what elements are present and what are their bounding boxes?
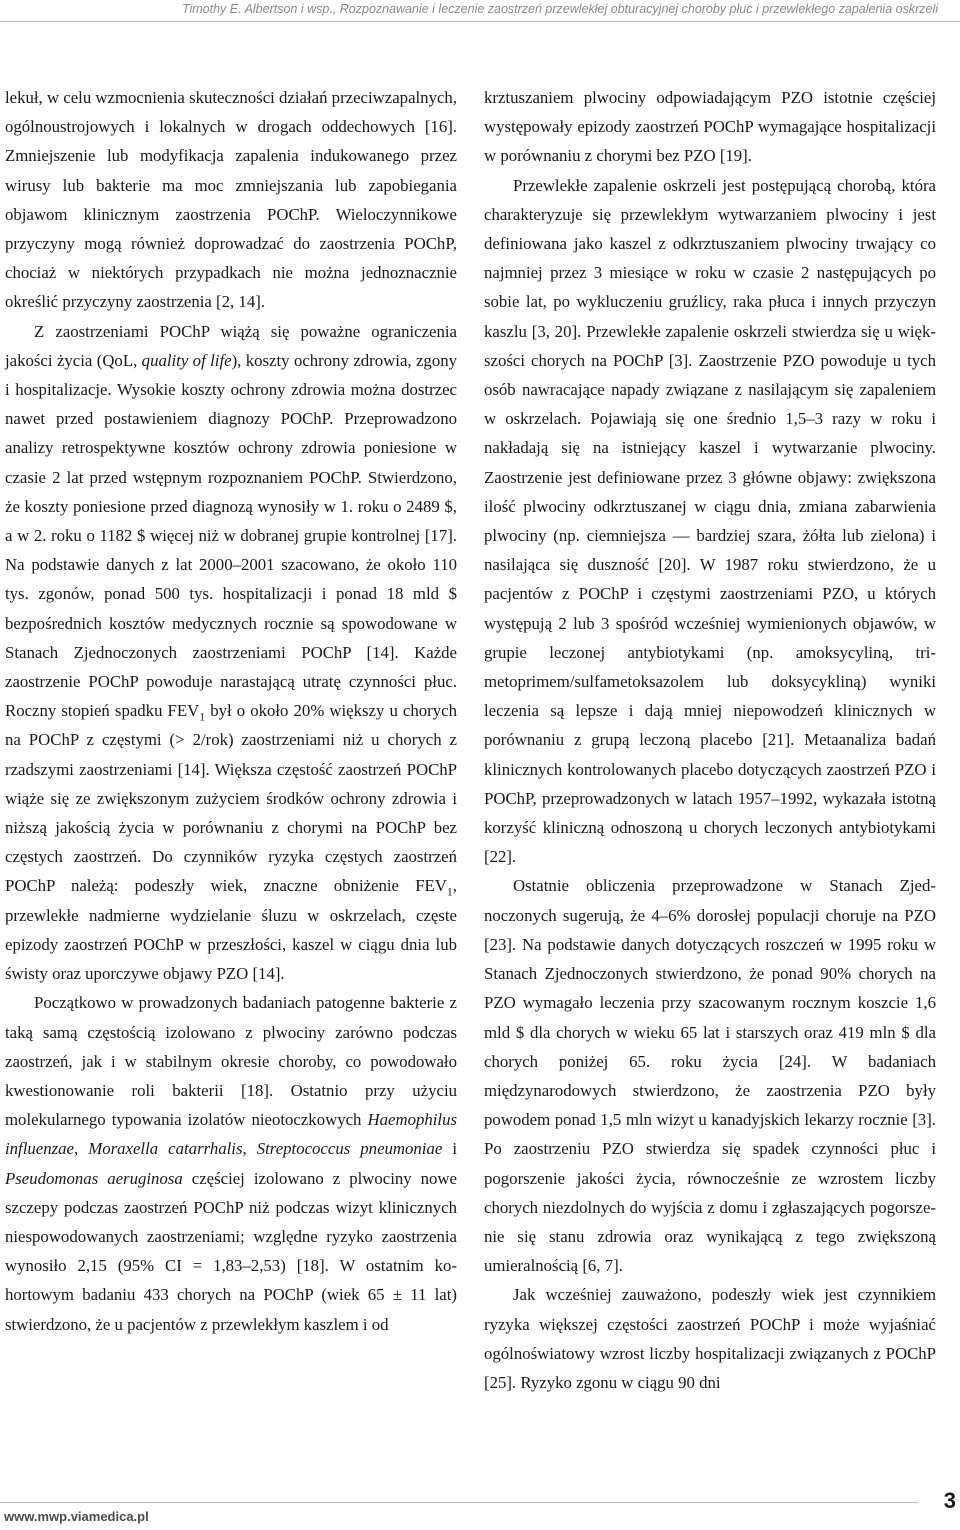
text-run: Początkowo w prowadzonych badaniach patogenne bakterie z taką samą częstością izolowano z plwociny zarówno podczas zaostrzeń, jak i w stabilnym okresie choroby, co powodowało kwestionowanie roli bakterii [18]. Ostatnio przy użyciu molekularnego typowania izolatów nieotoczkowych (5, 993, 457, 1130)
text-run: i (442, 1139, 458, 1159)
species-name: Moraxella catarrhalis (88, 1139, 243, 1159)
text-run: , (73, 1139, 89, 1159)
species-name: Streptococcus pneumoniae (256, 1139, 443, 1159)
text-run: , przewlekłe nadmierne wydzielanie śluzu w oskrzelach, częste epizody zaostrzeń POChP w przeszłości, kaszel w ciągu dnia lub świsty oraz uporczywe objawy PZO [14]. (5, 876, 457, 984)
fev-subscript: 1 (446, 885, 453, 899)
running-head-title: Rozpoznawanie i leczenie zaostrzeń przewlekłej obturacyjnej choroby płuc i przewlekłego zapalenia oskrzeli (339, 2, 938, 16)
text-run: częściej izolowano z plwociny nowe szczepy podczas zaostrzeń POChP niż podczas wizyt klinicznych niespowodowanych zaostrzeniami; względne ryzyko zaostrzenia wynosiło 2,15 (95% CI = 1,83–2,53) [18]. W ostatnim kohortowym badaniu 433 chorych na POChP (wiek 65 ± 11 lat) stwierdzono, że u pacjentów z przewlekłym kaszlem i od (5, 1168, 458, 1334)
running-head-authors: Timothy E. Albertson i wsp. (181, 2, 333, 16)
species-name: Pseudomonas aeruginosa (5, 1168, 183, 1188)
running-head-separator: , (332, 2, 340, 16)
journal-url-link[interactable]: www.mwp.viamedica.pl (4, 1509, 149, 1524)
right-paragraph-1: krztuszaniem plwociny odpowiadającym PZO istotnie częściej występowały epizody zaostrzeń POChP wymagające hospitalizacji w porównaniu z chorymi bez PZO [19]. (484, 88, 936, 166)
text-run: ), koszty ochrony zdrowia, zgony i hospitalizacje. Wysokie koszty ochrony zdrowia można dostrzec nawet przed postawieniem diagnozy POChP. Przeprowadzono analizy retrospektywne kosztów ochrony zdrowia poniesione w czasie 2 lat przed wstępnym rozpoznaniem POChP. Stwierdzono, że koszty poniesione przed diagnozą wynosiły w 1. roku o 2489 $, a w 2. roku o 1182 $ więcej niż w dobranej grupie kontrolnej [17]. Na podstawie danych z lat 2000–2001 szacowano, że około 110 tys. zgonów, ponad 500 tys. hospitalizacji i ponad 18 mld $ bezpośrednich kosztów medycznych rocznie są spowodowane w Stanach Zjednoczonych zaostrzeniami POChP [14]. Każde zaostrzenie POChP powoduje narastającą utratę czynności płuc. Roczny stopień spadku FEV (5, 350, 457, 721)
page-header (0, 0, 960, 22)
left-column (5, 83, 457, 1339)
text-run: był o około 20% większy u chorych na POChP z częstymi (> 2/rok) zaostrzeniami niż u chorych z rzadszymi zaostrzeniami [14]. Większa częstość zaostrzeń POChP wiąże się ze zwiększonym zużyciem środków ochrony zdrowia i niższą jakością życia w porównaniu z chorymi na POChP bez częstych zaostrzeń. Do czynników ryzyka częstych zaostrzeń POChP należą: podeszły wiek, znaczne obniżenie FEV (5, 701, 457, 896)
right-paragraph-2: Przewlekłe zapalenie oskrzeli jest postępującą chorobą, która charakteryzuje się przewlekłym wytwarzaniem plwociny i jest definiowana jako kaszel z odkrztuszaniem plwociny trwający co najmniej przez 3 miesiące w roku w czasie 2 następujących po sobie lat, po wykluczeniu gruźlicy, raka płuca i innych przyczyn kaszlu [3, 20]. Przewlekłe zapalenie oskrzeli stwierdza się u większości chorych na POChP [3]. Zaostrzenie PZO powoduje u tych osób nawracające napady związane z nasilającym się zapaleniem w oskrzelach. Pojawiają się one średnio 1,5–3 razy w roku i nakładają się na istniejący kaszel i wytwarzanie plwociny. Zaostrzenie jest definiowane przez 3 główne objawy: zwiększona ilość plwociny odkrztuszanej w ciągu dnia, zmiana zabarwienia plwociny (np. ciemniejsza — bardziej szara, żółta lub zielona) i nasilająca się duszność [20]. W 1987 roku stwierdzono, że u pacjentów z POChP i częstymi zaostrzeniami PZO, u których występują 2 lub 3 spośród wcześniej wymienionych objawów, w grupie leczonej antybiotykami (np. amoksycyliną, trimetoprimem/sulfametoksazolem lub doksycykliną) wyniki leczenia są lepsze i dają mniej niepowodzeń klinicznych w porównaniu z grupą leczoną placebo [21]. Metaanaliza badań klinicznych kontrolowanych placebo dotyczących zaostrzeń PZO i POChP, przeprowadzonych w latach 1957–1992, wykazała istotną korzyść kliniczną odnoszoną u chorych leczonych antybiotykami [22]. (484, 175, 936, 867)
page-number: 3 (943, 1488, 956, 1513)
running-head (182, 2, 938, 16)
text-run: , (242, 1139, 257, 1159)
right-paragraph-4: Jak wcześniej zauważono, podeszły wiek jest czynnikiem ryzyka większej częstości zaostrzeń POChP i może wyjaśniać ogólnoświatowy wzrost liczby hospitalizacji związanych z POChP [25]. Ryzyko zgonu w ciągu 90 dni (484, 1285, 936, 1392)
header-divider (0, 21, 960, 22)
left-paragraph-1: lekuł, w celu wzmocnienia skuteczności działań przeciwzapalnych, ogólnoustrojowych i lokalnych w drogach oddechowych [16]. Zmniejszenie lub modyfikacja zapalenia indukowanego przez wirusy lub bakterie ma moc zmniejszania lub zapobiegania objawom klinicznym zaostrzenia POChP. Wieloczynnikowe przyczyny mogą również doprowadzać do zaostrzenia POChP, chociaż w niektórych przypadkach nie można jednoznacznie określić przyczyny zaostrzenia [2, 14]. (5, 88, 457, 312)
species-name: Haemophilus influenzae (5, 1110, 457, 1159)
text-run: Z zaostrzeniami POChP wiążą się poważne ograniczenia jakości życia (QoL, (5, 321, 457, 370)
fev-subscript: 1 (199, 710, 206, 724)
qol-term: quality of life (141, 350, 232, 370)
left-paragraph-2 (5, 317, 457, 989)
footer-divider (0, 1502, 918, 1503)
right-paragraph-3: Ostatnie obliczenia przeprowadzone w Stanach Zjednoczonych sugerują, że 4–6% dorosłej populacji choruje na PZO [23]. Na podstawie danych dotyczących roszczeń w 1995 roku w Stanach Zjednoczonych stwierdzono, że ponad 90% chorych na PZO wymagało leczenia przy szacowanym rocznym koszcie 1,6 mld $ dla chorych w wieku 65 lat i starszych oraz 419 mln $ dla chorych poniżej 65. roku życia [24]. W badaniach międzynarodowych stwierdzono, że zaostrzenia PZO były powodem ponad 1,5 mln wizyt u kanadyjskich lekarzy rocznie [3]. Po zaostrzeniu PZO stwierdza się spadek czynności płuc i pogorszenie jakości życia, równocześnie ze wzrostem liczby chorych niezdolnych do wyjścia z domu i zgłaszających pogorszenie się stanu zdrowia oraz wynikającą z tego zwiększoną umieralnością [6, 7]. (484, 876, 936, 1276)
left-paragraph-3 (5, 988, 457, 1338)
right-column (484, 83, 936, 1397)
